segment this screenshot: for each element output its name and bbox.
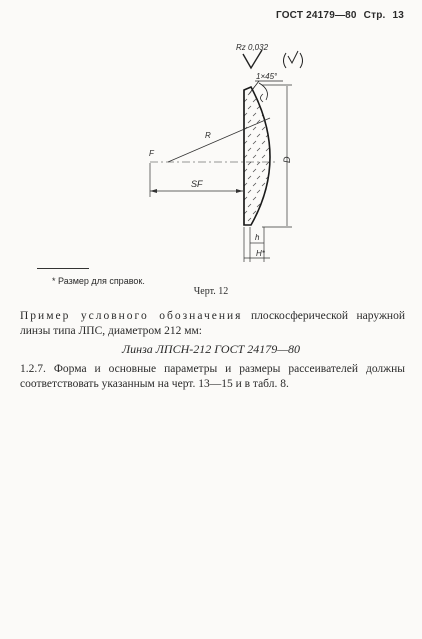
roughness-check-icon: [243, 50, 262, 68]
clause-paragraph: 1.2.7. Форма и основные параметры и размеры рассеивателей должны соответствовать указанным на черт. 13—15 и в табл. 8.: [20, 363, 405, 390]
page-number: 13: [392, 10, 404, 21]
example-rest: плоскосферической наружной линзы типа ЛПС, диаметром 212 мм:: [20, 310, 405, 337]
example-lead: Пример условного обозначения: [20, 310, 243, 322]
label-r: R: [205, 131, 211, 140]
footnote-rule: [37, 268, 89, 269]
lens-body: [244, 87, 270, 225]
example-paragraph: [20, 309, 405, 339]
figure-caption: Черт. 12: [193, 286, 229, 297]
label-d: D: [282, 156, 292, 163]
page-label: Стр.: [363, 10, 386, 21]
designation-example: Линза ЛПСН-212 ГОСТ 24179—80: [122, 342, 300, 356]
chamfer-label: 1×45°: [256, 72, 278, 81]
paren-left: [284, 53, 287, 68]
roughness-label: Rz 0,032: [236, 43, 269, 52]
label-big-h: H*: [256, 249, 265, 258]
standard-number: ГОСТ 24179—80: [275, 10, 357, 21]
label-sf: SF: [191, 179, 203, 189]
label-h: h: [255, 233, 260, 242]
label-f: F: [149, 149, 154, 158]
lens-drawing: [0, 0, 422, 270]
paren-right: [300, 53, 303, 68]
roughness-small-check-icon: [288, 51, 298, 63]
footnote: * Размер для справок.: [52, 276, 145, 286]
